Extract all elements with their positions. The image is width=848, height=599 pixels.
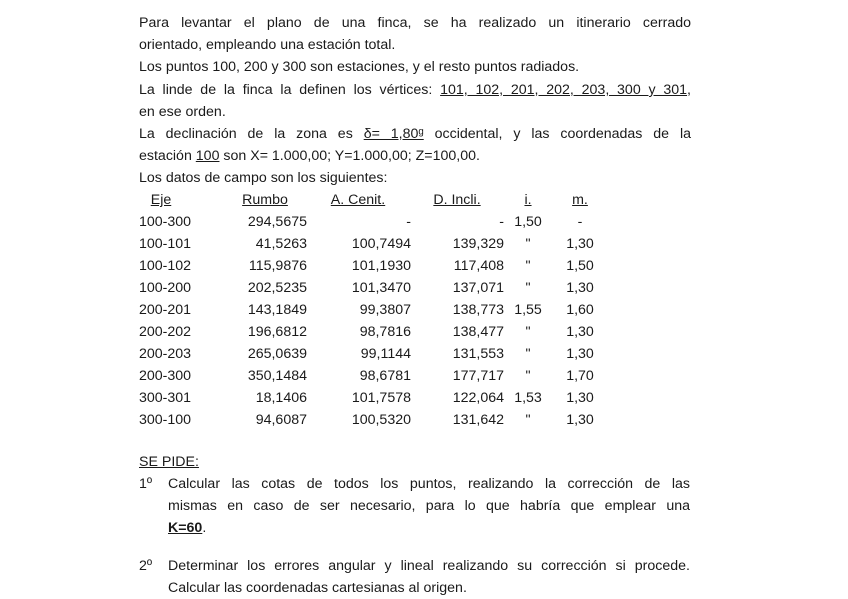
cell-rumbo: 196,6812	[247, 324, 307, 340]
table-row	[139, 234, 609, 256]
cell-i: "	[525, 258, 531, 274]
cell-a-cenit: 98,6781	[359, 368, 411, 384]
cell-eje: 100-101	[139, 236, 192, 252]
cell-eje: 200-300	[139, 368, 192, 384]
cell-a-cenit: 99,3807	[359, 302, 411, 318]
cell-rumbo: 41,5263	[255, 236, 307, 252]
intro-line-8: Los datos de campo son los siguientes:	[139, 170, 388, 186]
intro-line-3: Los puntos 100, 200 y 300 son estaciones, y el resto puntos radiados.	[139, 59, 580, 75]
intro-line-6	[139, 124, 691, 144]
table-row	[139, 322, 609, 344]
cell-eje: 200-203	[139, 346, 192, 362]
cell-eje: 300-100	[139, 412, 192, 428]
cell-a-cenit: 100,7494	[351, 236, 411, 252]
table-row	[139, 410, 609, 432]
cell-m: -	[577, 214, 583, 230]
station-intro-text: estación	[139, 148, 196, 164]
question-1-line-2: mismas en caso de ser necesario, para lo que habría que emplear una	[168, 498, 690, 514]
cell-eje: 100-102	[139, 258, 192, 274]
declination-post-text: occidental, y las coordenadas de la	[423, 126, 691, 142]
vertices-comma: ,	[687, 82, 691, 98]
k-value: K=60	[168, 520, 203, 536]
cell-rumbo: 294,5675	[247, 214, 307, 230]
cell-rumbo: 350,1484	[247, 368, 307, 384]
table-header	[139, 190, 609, 212]
question-1-line-3	[168, 518, 690, 538]
table-row	[139, 388, 609, 410]
header-a-cenit: A. Cenit.	[330, 192, 386, 208]
table-row	[139, 300, 609, 322]
cell-a-cenit: 101,3470	[351, 280, 411, 296]
cell-eje: 200-202	[139, 324, 192, 340]
table-row	[139, 212, 609, 234]
cell-d-incli: 177,717	[452, 368, 504, 384]
cell-a-cenit: 100,5320	[351, 412, 411, 428]
cell-d-incli: -	[499, 214, 504, 230]
cell-eje: 100-300	[139, 214, 192, 230]
cell-m: 1,30	[566, 280, 594, 296]
cell-i: "	[525, 412, 531, 428]
table-row	[139, 344, 609, 366]
vertices-intro-text: La linde de la finca la definen los vértices:	[139, 82, 441, 98]
question-2-number: 2º	[139, 558, 153, 574]
cell-m: 1,30	[566, 412, 594, 428]
cell-rumbo: 265,0639	[247, 346, 307, 362]
cell-i: 1,55	[514, 302, 542, 318]
cell-d-incli: 139,329	[452, 236, 504, 252]
question-1-line-1: Calcular las cotas de todos los puntos, realizando la corrección de las	[168, 476, 690, 492]
header-eje: Eje	[150, 192, 172, 208]
cell-rumbo: 115,9876	[248, 258, 307, 274]
cell-a-cenit: 101,7578	[351, 390, 411, 406]
header-m: m.	[572, 192, 588, 208]
question-2-line-2: Calcular las coordenadas cartesianas al origen.	[168, 580, 467, 596]
cell-i: 1,53	[514, 390, 542, 406]
intro-line-4	[139, 80, 691, 100]
cell-m: 1,60	[566, 302, 594, 318]
cell-rumbo: 143,1849	[247, 302, 307, 318]
cell-i: "	[525, 236, 531, 252]
cell-m: 1,30	[566, 324, 594, 340]
cell-m: 1,70	[566, 368, 594, 384]
declination-intro-text: La declinación de la zona es	[139, 126, 364, 142]
intro-line-2: orientado, empleando una estación total.	[139, 37, 396, 53]
cell-rumbo: 18,1406	[255, 390, 307, 406]
cell-eje: 200-201	[139, 302, 192, 318]
cell-m: 1,30	[566, 236, 594, 252]
cell-d-incli: 138,773	[452, 302, 504, 318]
header-i: i.	[524, 192, 532, 208]
cell-i: "	[525, 368, 531, 384]
header-rumbo: Rumbo	[242, 192, 288, 208]
cell-eje: 300-301	[139, 390, 192, 406]
table-row	[139, 366, 609, 388]
cell-i: "	[525, 346, 531, 362]
cell-rumbo: 94,6087	[255, 412, 307, 428]
cell-d-incli: 131,642	[452, 412, 504, 428]
table-row	[139, 278, 609, 300]
table-row	[139, 256, 609, 278]
cell-a-cenit: 98,7816	[359, 324, 411, 340]
cell-d-incli: 117,408	[453, 258, 504, 274]
question-2-line-1: Determinar los errores angular y lineal realizando su corrección si procede.	[168, 558, 690, 574]
cell-a-cenit: 99,1144	[360, 346, 411, 362]
questions-heading: SE PIDE:	[139, 454, 199, 470]
cell-d-incli: 131,553	[452, 346, 504, 362]
question-1-number: 1º	[139, 476, 153, 492]
cell-i: 1,50	[514, 214, 542, 230]
cell-d-incli: 137,071	[452, 280, 504, 296]
cell-rumbo: 202,5235	[247, 280, 307, 296]
declination-value: δ= 1,80ᵍ	[363, 126, 424, 142]
cell-m: 1,50	[566, 258, 594, 274]
cell-eje: 100-200	[139, 280, 192, 296]
station-coordinates: son X= 1.000,00; Y=1.000,00; Z=100,00.	[219, 148, 480, 164]
intro-line-5: en ese orden.	[139, 104, 226, 120]
cell-a-cenit: 101,1930	[351, 258, 411, 274]
question-1-end: .	[202, 520, 207, 536]
cell-m: 1,30	[566, 390, 594, 406]
cell-a-cenit: -	[406, 214, 411, 230]
intro-line-7	[139, 146, 691, 166]
station-number: 100	[195, 148, 220, 164]
cell-i: "	[525, 324, 531, 340]
vertices-list: 101, 102, 201, 202, 203, 300 y 301	[440, 82, 688, 98]
intro-line-1: Para levantar el plano de una finca, se ha realizado un itinerario cerrado	[139, 15, 691, 31]
cell-i: "	[525, 280, 531, 296]
cell-d-incli: 138,477	[452, 324, 504, 340]
cell-m: 1,30	[566, 346, 594, 362]
header-d-incli: D. Incli.	[433, 192, 481, 208]
cell-d-incli: 122,064	[452, 390, 504, 406]
